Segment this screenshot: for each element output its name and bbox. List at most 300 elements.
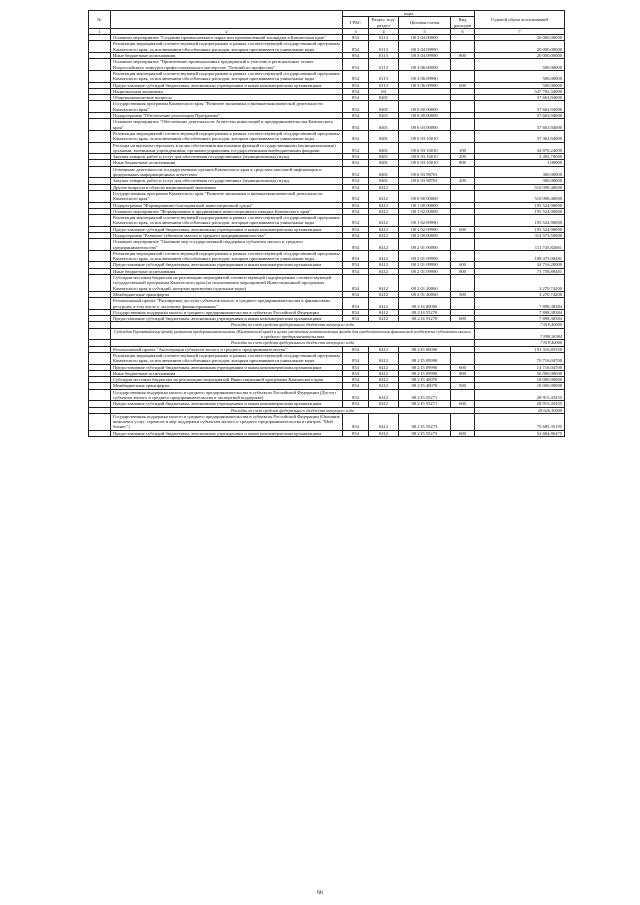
target-cell: 08 2 I5 55273 [399, 430, 451, 436]
target-cell: 08 2 01 40060 [399, 291, 451, 297]
amount-cell: 7 898,38384 [475, 298, 565, 310]
exp-type-cell [451, 389, 475, 401]
amount-cell: 70 716,04700 [475, 352, 565, 364]
amount-cell: 37 663,94000 [475, 119, 565, 131]
target-cell: 08 2 I4 00000 [399, 298, 451, 310]
col-number: 7 [475, 28, 565, 34]
target-cell: 08 2 I4 55270 [399, 309, 451, 315]
section-cell: 0401 [369, 160, 399, 166]
amount-cell: 37 663,94000 [475, 95, 565, 101]
amount-cell: 20 000,00000 [475, 35, 565, 41]
section-cell: 0412 [369, 370, 399, 376]
exp-type-cell: 100 [451, 142, 475, 154]
exp-type-cell: 600 [451, 82, 475, 88]
section-cell: 0401 [369, 119, 399, 131]
table-row [89, 239, 565, 251]
note-row [89, 328, 565, 340]
name-cell: Закупка товаров, работ и услуг для обеспечения государственных (муниципальных) нужд [111, 178, 343, 184]
grbs-cell: 854 [343, 53, 369, 59]
section-cell: 0412 [369, 389, 399, 401]
exp-type-cell [451, 239, 475, 251]
note-text: Расходы за счет средств федерального бюджета текущего года [111, 340, 475, 346]
num-cell [89, 298, 111, 310]
section-cell: 0412 [369, 275, 399, 292]
section-cell: 0412 [369, 250, 399, 262]
section-cell: 0412 [369, 184, 399, 190]
section-cell: 0401 [369, 130, 399, 142]
exp-type-cell: 600 [451, 262, 475, 268]
section-cell: 0412 [369, 383, 399, 389]
table-row [89, 101, 565, 113]
amount-cell: 300,00000 [475, 166, 565, 178]
section-cell: 0412 [369, 202, 399, 208]
exp-type-cell [451, 70, 475, 82]
table-row [89, 215, 565, 227]
target-cell: 08 2 I5 55271 [399, 401, 451, 407]
num-cell [89, 101, 111, 113]
exp-type-cell [451, 352, 475, 364]
grbs-cell: 854 [343, 166, 369, 178]
target-cell: 08 6 03 10010 [399, 130, 451, 142]
target-cell: 08 3 04 00000 [399, 35, 451, 41]
exp-type-cell [451, 59, 475, 71]
num-cell [89, 130, 111, 142]
amount-cell: 37 363,94000 [475, 130, 565, 142]
section-cell: 0401 [369, 142, 399, 154]
amount-cell: 3 270,74200 [475, 291, 565, 297]
exp-type-cell: 200 [451, 154, 475, 160]
section-cell: 0412 [369, 352, 399, 364]
amount-cell: 547 782,34000 [475, 88, 565, 94]
grbs-cell: 854 [343, 364, 369, 370]
name-cell: Межбюджетные трансферты [111, 291, 343, 297]
exp-type-cell: 500 [451, 383, 475, 389]
section-cell: 0412 [369, 316, 399, 322]
grbs-cell: 854 [343, 88, 369, 94]
grbs-cell: 854 [343, 130, 369, 142]
grbs-cell: 854 [343, 370, 369, 376]
grbs-cell: 854 [343, 101, 369, 113]
section-cell: 0412 [369, 232, 399, 238]
name-cell: Освещение деятельности государственных органов Камчатского края в средствах массовой информации и федеральных информационных агентствах [111, 166, 343, 178]
target-cell: 08 2 I5 09990 [399, 352, 451, 364]
exp-type-cell [451, 250, 475, 262]
target-cell: 08 1 02 09990 [399, 215, 451, 227]
grbs-cell: 854 [343, 202, 369, 208]
target-cell: 08 3 04 09990 [399, 53, 451, 59]
section-cell: 0412 [369, 268, 399, 274]
grbs-cell: 854 [343, 119, 369, 131]
name-cell: Реализация мероприятий соответствующей подпрограммы в рамках соответствующей государственной программы Камчатского края, за исключением обособленных расходов, которым присваиваются уникальные коды [111, 215, 343, 227]
exp-type-cell: 600 [451, 364, 475, 370]
exp-type-cell: 800 [451, 268, 475, 274]
target-cell: 08 3 06 00000 [399, 59, 451, 71]
exp-type-cell [451, 215, 475, 227]
name-cell: Государственная поддержка малого и среднего предпринимательства в субъектах Российской Федерации (Доступ субъектов малого и среднего предпринимательства к экспортной поддержке) [111, 389, 343, 401]
grbs-cell: 854 [343, 239, 369, 251]
amount-cell: 28 915,45455 [475, 401, 565, 407]
exp-type-cell [451, 298, 475, 310]
table-row [89, 389, 565, 401]
target-cell: 08 3 06 09990 [399, 70, 451, 82]
note-amount: 7 898,38384 [475, 328, 565, 340]
note-text: Субсидия Гарантийному фонду развития предпринимательства (Камчатский край) в целях увеличения капитализации фонда для предоставления финансовой поддержки субъектам малого и среднего предпринимательства [111, 328, 475, 340]
note-amount: 28 626,30000 [475, 407, 565, 413]
num-cell [89, 250, 111, 262]
exp-type-cell [451, 275, 475, 292]
amount-cell: 52 684,86475 [475, 430, 565, 436]
table-row [89, 130, 565, 142]
col-number: 1 [89, 28, 111, 34]
section-cell: 0401 [369, 166, 399, 178]
note-amount: 7 819,40000 [475, 322, 565, 328]
amount-cell: 195 524,90000 [475, 208, 565, 214]
target-cell: 08 2 I5 09990 [399, 370, 451, 376]
grbs-cell: 854 [343, 154, 369, 160]
exp-type-cell [451, 166, 475, 178]
grbs-cell: 854 [343, 113, 369, 119]
target-cell: 08 2 I4 55270 [399, 316, 451, 322]
grbs-cell: 854 [343, 184, 369, 190]
grbs-cell: 854 [343, 215, 369, 227]
name-cell: Основное мероприятие "Привлечение промышленных предприятий к участию в региональных этапах Всероссийского конкурса профессионального мастерства "Лучший по профессии" [111, 59, 343, 71]
name-cell: Общеэкономические вопросы [111, 95, 343, 101]
grbs-cell: 854 [343, 232, 369, 238]
amount-cell: 195 524,90000 [475, 226, 565, 232]
amount-cell: 73 758,89481 [475, 268, 565, 274]
header-num: № [89, 11, 111, 29]
amount-cell: 20 000,00000 [475, 41, 565, 53]
grbs-cell: 854 [343, 208, 369, 214]
grbs-cell: 854 [343, 59, 369, 71]
note-text: Расходы за счет средств федерального бюджета текущего года [111, 322, 475, 328]
amount-cell: 20 000,00000 [475, 53, 565, 59]
col-number: 2 [111, 28, 343, 34]
table-row [89, 275, 565, 292]
section-cell: 0401 [369, 95, 399, 101]
target-cell: 08 6 00 00000 [399, 113, 451, 119]
exp-type-cell [451, 190, 475, 202]
target-cell: 08 2 01 00000 [399, 239, 451, 251]
amount-cell: 37 663,94000 [475, 101, 565, 113]
grbs-cell: 854 [343, 250, 369, 262]
grbs-cell: 854 [343, 291, 369, 297]
name-cell: Реализация мероприятий соответствующей подпрограммы в рамках соответствующей государственной программы Камчатского края, за исключением обособленных расходов, которым присваиваются уникальные коды [111, 250, 343, 262]
grbs-cell: 854 [343, 82, 369, 88]
num-cell [89, 215, 111, 227]
name-cell: Региональный проект "Расширение доступа субъектов малого и среднего предпринимательства к финансовым ресурсам, в том числе к льготному финансированию" [111, 298, 343, 310]
num-cell [89, 119, 111, 131]
grbs-cell: 854 [343, 35, 369, 41]
name-cell: Субсидии местным бюджетам на реализацию мероприятий Инвестиционной программы Камчатского края [111, 377, 343, 383]
amount-cell: 500,00000 [475, 82, 565, 88]
name-cell: Подпрограмма "Развитие субъектов малого и среднего предпринимательства" [111, 232, 343, 238]
grbs-cell: 854 [343, 389, 369, 401]
table-row [89, 298, 565, 310]
target-cell: 08 0 00 00000 [399, 101, 451, 113]
grbs-cell: 854 [343, 377, 369, 383]
section-cell: 0412 [369, 346, 399, 352]
amount-cell: 14 716,04700 [475, 364, 565, 370]
num-cell [89, 166, 111, 178]
grbs-cell: 854 [343, 262, 369, 268]
amount-cell: 3 270,74200 [475, 275, 565, 292]
section-cell: 0401 [369, 178, 399, 184]
section-cell: 0412 [369, 377, 399, 383]
budget-table [88, 10, 565, 437]
header-target: Целевая статья [399, 17, 451, 29]
table-row [89, 142, 565, 154]
target-cell: 08 2 I5 55273 [399, 413, 451, 430]
grbs-cell: 854 [343, 95, 369, 101]
name-cell: Основное мероприятие "Создание промышленного парка или промышленной площадки в Камчатском крае" [111, 35, 343, 41]
section-cell: 0412 [369, 262, 399, 268]
section-cell: 0412 [369, 298, 399, 310]
grbs-cell: 854 [343, 383, 369, 389]
target-cell: 08 6 03 00000 [399, 119, 451, 131]
section-cell: 0401 [369, 101, 399, 113]
num-cell [89, 190, 111, 202]
header-codes: коды [343, 11, 475, 17]
name-cell: Закупка товаров, работ и услуг для обеспечения государственных (муниципальных) нужд [111, 154, 343, 160]
amount-cell: 28 915,45455 [475, 389, 565, 401]
col-number: 6 [451, 28, 475, 34]
name-cell: Иные бюджетные ассигнования [111, 160, 343, 166]
amount-cell: 2 492,70000 [475, 154, 565, 160]
exp-type-cell: 500 [451, 291, 475, 297]
section-cell: 0113 [369, 70, 399, 82]
target-cell: 08 6 03 10010 [399, 142, 451, 154]
exp-type-cell [451, 413, 475, 430]
name-cell: Иные бюджетные ассигнования [111, 370, 343, 376]
name-cell: Основное мероприятие "Оказание мер государственной поддержки субъектам малого и среднего предпринимательства" [111, 239, 343, 251]
section-cell: 0412 [369, 226, 399, 232]
amount-cell: 108 475,08481 [475, 250, 565, 262]
num-cell [89, 430, 111, 436]
header-grbs: ГРБС [343, 17, 369, 29]
table-row [89, 41, 565, 53]
num-cell [89, 389, 111, 401]
section-cell: 0412 [369, 413, 399, 430]
amount-cell: 37 663,94000 [475, 113, 565, 119]
grbs-cell: 854 [343, 268, 369, 274]
name-cell: Государственная программа Камчатского края "Развитие экономики и внешнеэкономической деятельности Камчатского края" [111, 101, 343, 113]
amount-cell: 510 098,40000 [475, 184, 565, 190]
section-cell: 0412 [369, 364, 399, 370]
target-cell: 08 2 01 09990 [399, 268, 451, 274]
section-cell: 0412 [369, 215, 399, 227]
exp-type-cell [451, 101, 475, 113]
name-cell: Предоставление субсидий бюджетным, автономным учреждениям и иным некоммерческим организациям [111, 226, 343, 232]
name-cell: Предоставление субсидий бюджетным, автономным учреждениям и иным некоммерческим организациям [111, 401, 343, 407]
exp-type-cell: 600 [451, 226, 475, 232]
table-row [89, 70, 565, 82]
header-row-top [89, 11, 565, 17]
name-cell: Реализация мероприятий соответствующей подпрограммы в рамках соответствующей государственной программы Камчатского края, за исключением обособленных расходов, которым присваиваются уникальные коды [111, 41, 343, 53]
header-amount: Годовой объем ассигнований [475, 11, 565, 29]
grbs-cell: 854 [343, 298, 369, 310]
grbs-cell: 854 [343, 142, 369, 154]
header-section: Раздел, под-раздел [369, 17, 399, 29]
header-exp-type: Вид расходов [451, 17, 475, 29]
col-number: 4 [369, 28, 399, 34]
num-cell [89, 142, 111, 154]
grbs-cell: 854 [343, 190, 369, 202]
name-cell: Государственная программа Камчатского края "Развитие экономики и внешнеэкономической деятельности Камчатского края" [111, 190, 343, 202]
amount-cell: 500,00000 [475, 70, 565, 82]
section-cell: 0412 [369, 430, 399, 436]
target-cell: 08 6 03 10010 [399, 154, 451, 160]
name-cell: Предоставление субсидий бюджетным, автономным учреждениям и иным некоммерческим организациям [111, 430, 343, 436]
name-cell: Расходы на выплаты персоналу в целях обеспечения выполнения функций государственными (муниципальными) органами, казенными учреждениями, органами управления государственными внебюджетными фондами [111, 142, 343, 154]
name-cell: Субсидии местным бюджетам на реализацию мероприятий соответствующей подпрограммы соответствующей государственной программы Камчатского края (за исключением мероприятий Инвестиционной программы Камчатского края и субсидий, которым присвоены отдельные коды) [111, 275, 343, 292]
target-cell: 08 2 I5 00000 [399, 346, 451, 352]
grbs-cell: 854 [343, 430, 369, 436]
amount-cell: 7 898,38384 [475, 309, 565, 315]
section-cell: 0401 [369, 113, 399, 119]
section-cell: 0113 [369, 82, 399, 88]
target-cell: 08 3 04 09990 [399, 41, 451, 53]
exp-type-cell: 800 [451, 370, 475, 376]
grbs-cell: 854 [343, 316, 369, 322]
target-cell: 08 6 03 98701 [399, 166, 451, 178]
target-cell: 08 1 00 00000 [399, 202, 451, 208]
target-cell: 08 2 I5 40070 [399, 383, 451, 389]
exp-type-cell [451, 119, 475, 131]
table-row [89, 119, 565, 131]
num-cell [89, 275, 111, 292]
amount-cell: 18 000,00000 [475, 377, 565, 383]
table-row [89, 59, 565, 71]
col-number: 3 [343, 28, 369, 34]
name-cell: Реализация мероприятий соответствующей подпрограммы в рамках соответствующей государственной программы Камчатского края, за исключением обособленных расходов, которым присваиваются уникальные коды [111, 130, 343, 142]
amount-cell: 314 573,50000 [475, 232, 565, 238]
name-cell: Государственная поддержка малого и среднего предпринимательства в субъектах Российской Федерации (Оказание комплекса услуг, сервисов и мер поддержки субъектам малого и среднего предпринимательства в центрах "Мой бизнес") [111, 413, 343, 430]
amount-cell: 7 898,38384 [475, 316, 565, 322]
table-body [89, 35, 565, 437]
exp-type-cell: 800 [451, 160, 475, 166]
amount-cell: 75 685,35195 [475, 413, 565, 430]
num-cell [89, 59, 111, 71]
target-cell: 08 2 01 40060 [399, 275, 451, 292]
grbs-cell: 854 [343, 352, 369, 364]
target-cell: 08 0 00 00000 [399, 190, 451, 202]
section-cell: 0412 [369, 239, 399, 251]
table-row [89, 166, 565, 178]
amount-cell: 1,00000 [475, 160, 565, 166]
amount-cell: 34 870,24000 [475, 142, 565, 154]
grbs-cell: 854 [343, 70, 369, 82]
amount-cell: 195 524,90000 [475, 215, 565, 227]
target-cell: 08 2 I5 40070 [399, 377, 451, 383]
name-cell: Предоставление субсидий бюджетным, автономным учреждениям и иным некоммерческим организациям [111, 364, 343, 370]
amount-cell: 195 524,90000 [475, 202, 565, 208]
name-cell: Предоставление субсидий бюджетным, автономным учреждениям и иным некоммерческим организациям [111, 316, 343, 322]
table-row [89, 413, 565, 430]
amount-cell: 18 000,00000 [475, 383, 565, 389]
page-number: 66 [317, 890, 323, 896]
amount-cell: 111 745,82681 [475, 239, 565, 251]
target-cell: 08 6 03 10010 [399, 160, 451, 166]
num-cell [89, 70, 111, 82]
table-row [89, 250, 565, 262]
grbs-cell: 854 [343, 401, 369, 407]
exp-type-cell: 600 [451, 316, 475, 322]
grbs-cell: 854 [343, 160, 369, 166]
name-cell: Реализация мероприятий соответствующей подпрограммы в рамках соответствующей государственной программы Камчатского края, за исключением обособленных расходов, которым присваиваются уникальные коды [111, 70, 343, 82]
exp-type-cell: 200 [451, 178, 475, 184]
grbs-cell: 854 [343, 226, 369, 232]
name-cell: Иные бюджетные ассигнования [111, 53, 343, 59]
section-cell: 0401 [369, 154, 399, 160]
name-cell: Подпрограмма "Формирование благоприятной инвестиционной среды" [111, 202, 343, 208]
grbs-cell: 854 [343, 178, 369, 184]
target-cell: 08 2 01 09990 [399, 250, 451, 262]
name-cell: Подпрограмма "Обеспечение реализации Программы" [111, 113, 343, 119]
note-text: Расходы за счет средств федерального бюджета текущего года [111, 407, 475, 413]
name-cell: Государственная поддержка малого и среднего предпринимательства в субъектах Российской Федерации [111, 309, 343, 315]
exp-type-cell [451, 41, 475, 53]
table-row [89, 352, 565, 364]
name-cell: Иные бюджетные ассигнования [111, 268, 343, 274]
num-cell [89, 239, 111, 251]
num-cell [89, 328, 111, 340]
name-cell: Другие вопросы в области национальной экономики [111, 184, 343, 190]
name-cell: Основное мероприятие "Формирование и продвижение инвестиционного имиджа Камчатского края" [111, 208, 343, 214]
amount-cell: 300,00000 [475, 178, 565, 184]
section-cell: 0412 [369, 309, 399, 315]
name-cell: Региональный проект "Акселерация субъектов малого и среднего предпринимательства" [111, 346, 343, 352]
amount-cell: 500,00000 [475, 59, 565, 71]
target-cell: 08 2 I5 55271 [399, 389, 451, 401]
section-cell: 0412 [369, 401, 399, 407]
section-cell: 0412 [369, 208, 399, 214]
target-cell: 08 3 06 09990 [399, 82, 451, 88]
grbs-cell: 854 [343, 309, 369, 315]
note-amount: 7 819,40000 [475, 340, 565, 346]
header-name [111, 11, 343, 29]
target-cell: 08 1 02 09990 [399, 226, 451, 232]
name-cell: Основное мероприятие "Обеспечение деятельности Агентства инвестиций и предпринимательства Камчатского края" [111, 119, 343, 131]
amount-cell: 34 716,20000 [475, 262, 565, 268]
num-cell [89, 352, 111, 364]
budget-table-sheet [88, 10, 564, 437]
name-cell: Межбюджетные трансферты [111, 383, 343, 389]
amount-cell: 56 000,00000 [475, 370, 565, 376]
grbs-cell: 854 [343, 41, 369, 53]
section-cell: 0412 [369, 291, 399, 297]
num-cell [89, 413, 111, 430]
col-number: 5 [399, 28, 451, 34]
section-cell: 0113 [369, 35, 399, 41]
target-cell: 08 2 00 00000 [399, 232, 451, 238]
name-cell: Предоставление субсидий бюджетным, автономным учреждениям и иным некоммерческим организациям [111, 262, 343, 268]
target-cell: 08 1 02 00000 [399, 208, 451, 214]
table-row [89, 430, 565, 436]
section-cell: 0113 [369, 41, 399, 53]
amount-cell: 193 316,85350 [475, 346, 565, 352]
amount-cell: 510 098,40000 [475, 190, 565, 202]
exp-type-cell: 600 [451, 401, 475, 407]
target-cell: 08 2 01 09990 [399, 262, 451, 268]
exp-type-cell [451, 130, 475, 142]
grbs-cell: 854 [343, 346, 369, 352]
section-cell: 0113 [369, 59, 399, 71]
exp-type-cell: 800 [451, 53, 475, 59]
section-cell: 0412 [369, 190, 399, 202]
section-cell: 04 [369, 88, 399, 94]
target-cell: 08 2 I5 09990 [399, 364, 451, 370]
